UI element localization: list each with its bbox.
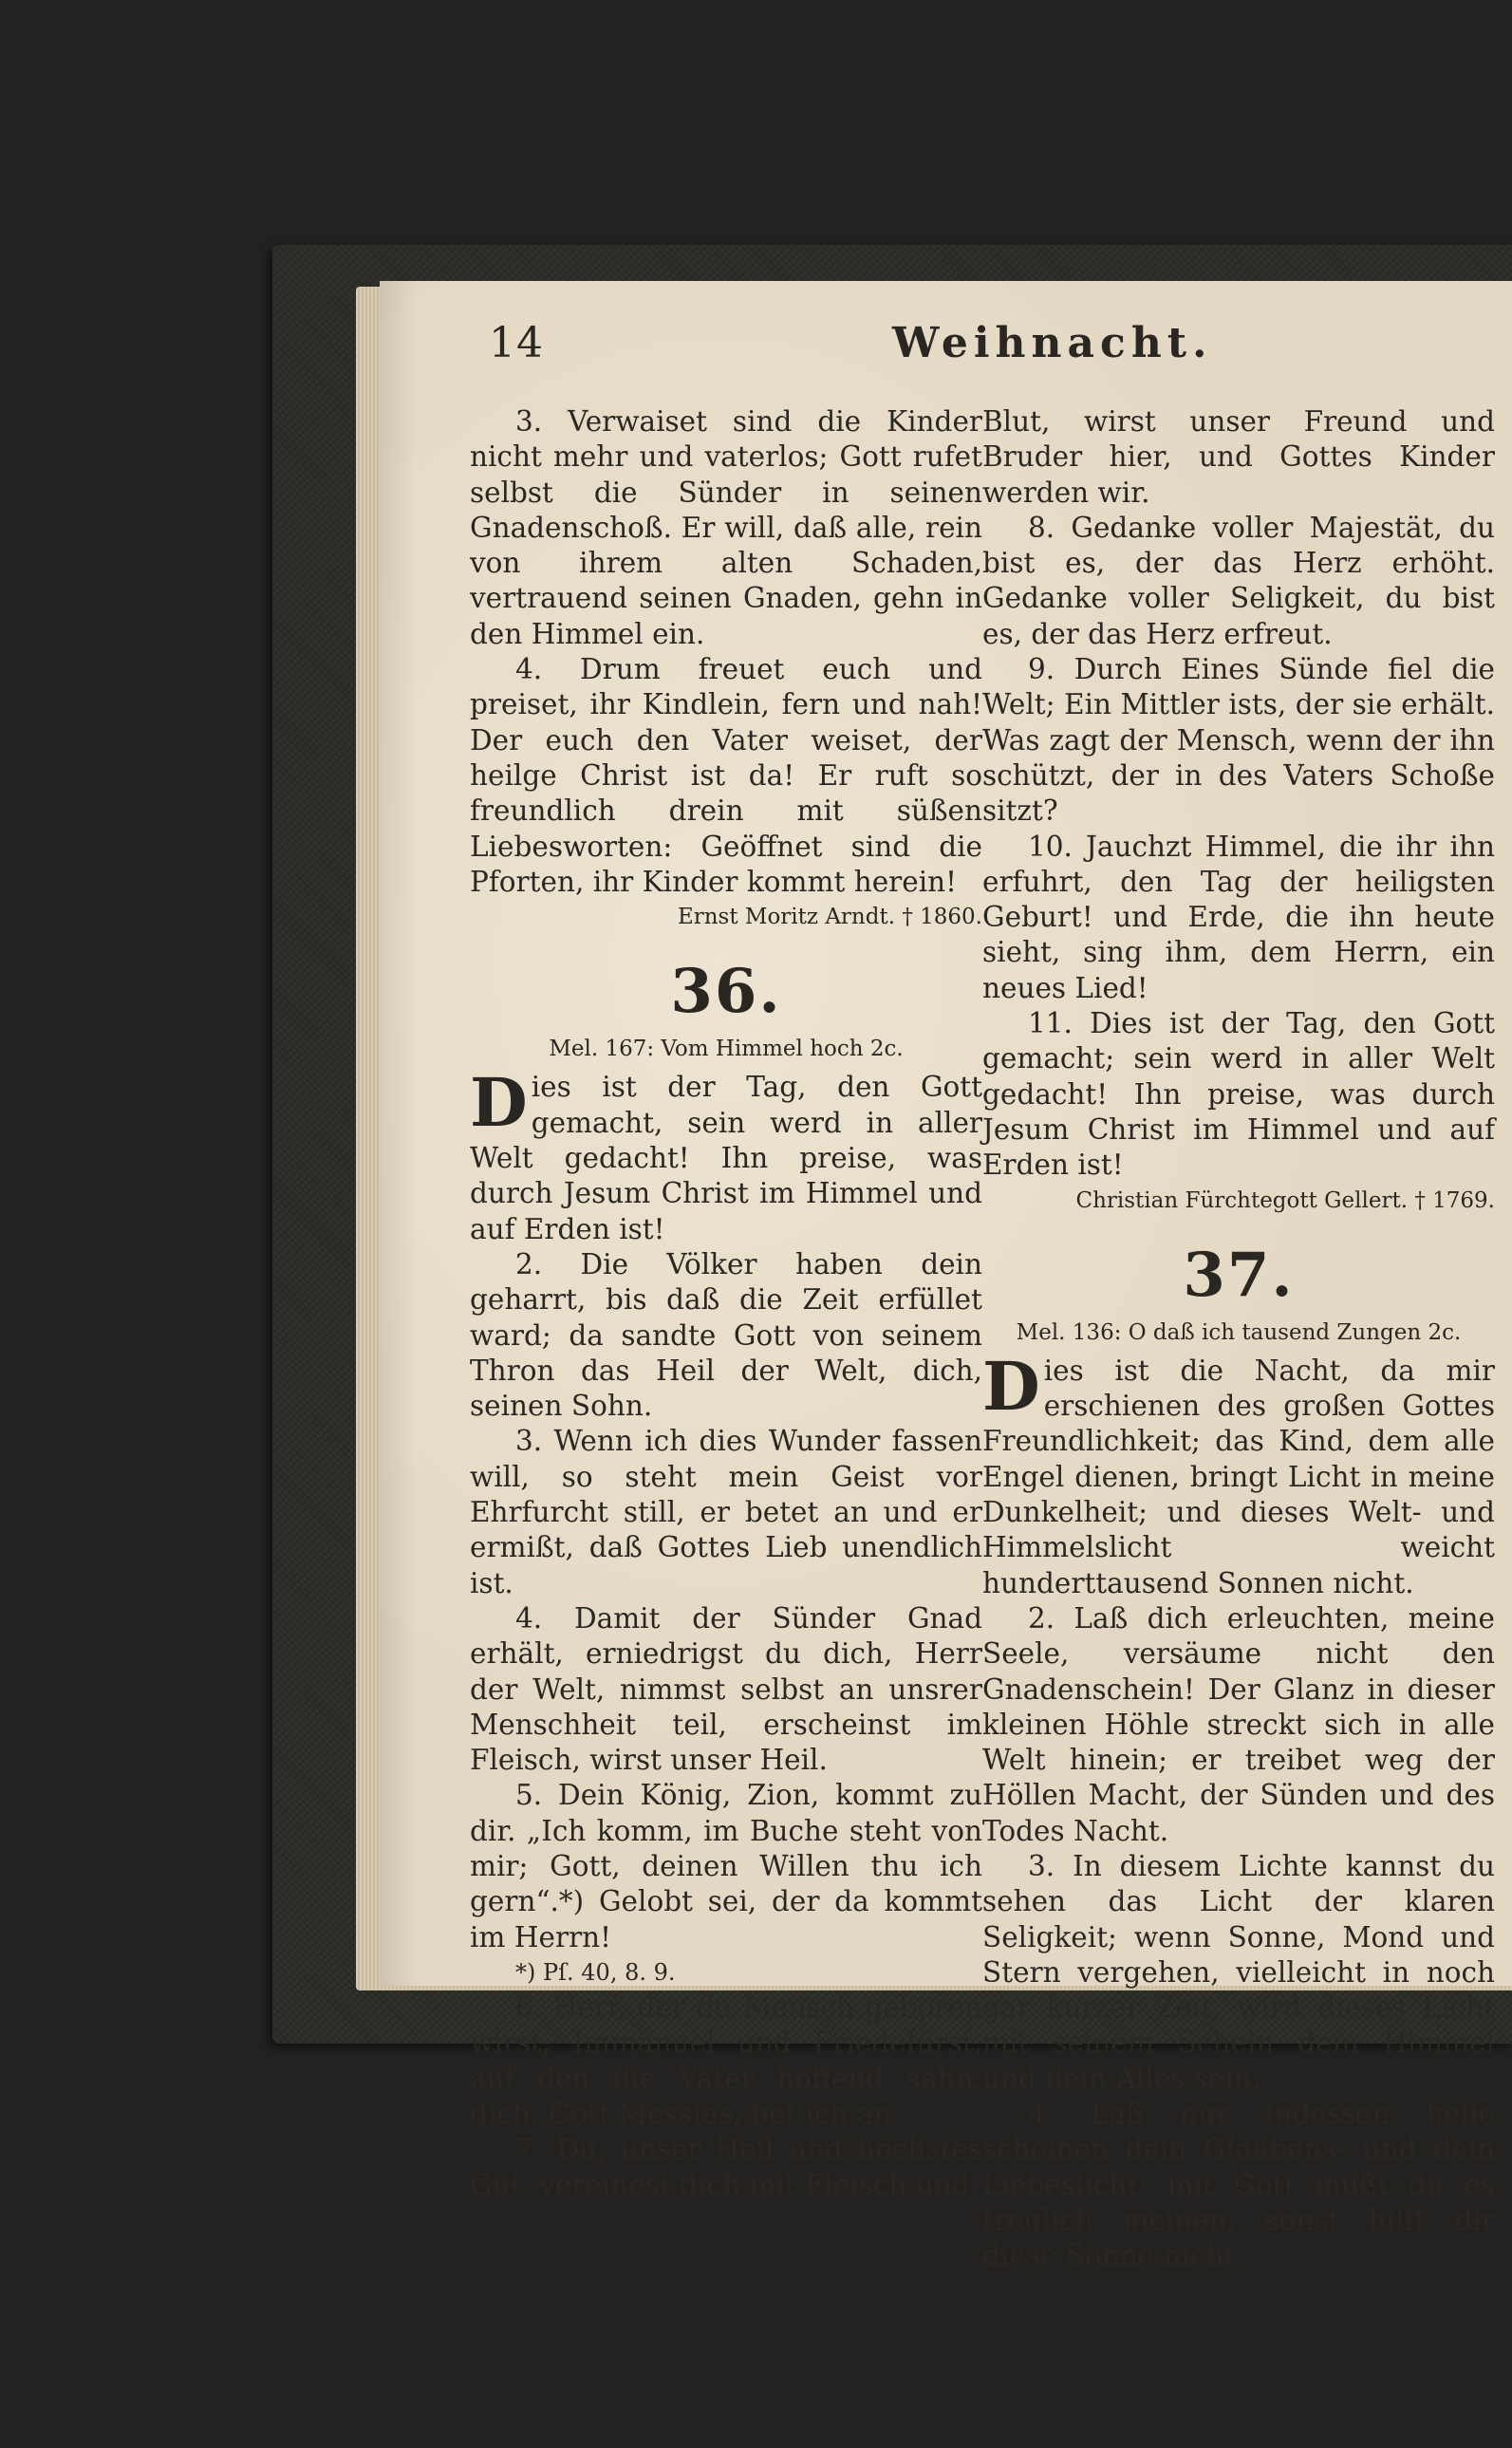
verse: 2. Laß dich erleuchten, meine Seele, versäume nicht den Gnadenschein! Der Glanz in dieser kleinen Höhle streckt sich in alle Welt hinein; er treibet weg der Höllen Macht, der Sünden und des Todes Nacht. [982, 1601, 1495, 1847]
book-page [380, 281, 1512, 2272]
verse: 6. Herr, der du Mensch geboren wirst, Immanuel und Friedefürst, auf den die Väter hoffend sahn, dich, Gott Messias, bet ich an. [470, 1991, 982, 2131]
hymn-number: 36. [670, 956, 782, 1028]
verse: 5. Dein König, Zion, kommt zu dir. „Ich komm, im Buche steht von mir; Gott, deinen Willen thu ich gern“.*) Gelobt sei, der da kommt im Herrn! [470, 1779, 982, 1953]
verse: 3. Verwaiset sind die Kinder nicht mehr und vaterlos; Gott rufet selbst die Sünder in seinen Gnadenschoß. Er will, daß alle, rein von ihrem alten Schaden, vertrauend seinen Gnaden, gehn in den Himmel ein. [470, 405, 982, 650]
verse: 2. Die Völker haben dein geharrt, bis daß die Zeit erfüllet ward; da sandte Gott von seinem Thron das Heil der Welt, dich, seinen Sohn. [470, 1247, 982, 1423]
verse: 10. Jauchzt Himmel, die ihr ihn erfuhrt, den Tag der heiligsten Geburt! und Erde, die ihn heute sieht, sing ihm, dem Herrn, ein neues Lied! [982, 830, 1495, 1004]
melody-reference: Mel. 136: O daß ich tausend Zungen 2c. [1016, 1319, 1462, 1345]
hymn-number: 37. [1183, 1239, 1295, 1311]
verse: 7. Du, unser Heil und höchstes Gut, vereinest dich mit Fleisch und [470, 2133, 982, 2201]
first-verse [470, 1063, 982, 1246]
drop-cap: D [470, 1063, 528, 1143]
verse: 11. Dies ist der Tag, den Gott gemacht; sein werd in aller Welt gedacht! Ihn preise, was durch Jesum Christ im Himmel und auf Erden ist! [982, 1007, 1495, 1182]
verse: 9. Durch Eines Sünde fiel die Welt; Ein Mittler ists, der sie erhält. Was zagt der Mensch, wenn der ihn schützt, der in des Vaters Schoße sitzt? [982, 653, 1495, 828]
running-title: Weihnacht. [892, 319, 1213, 367]
verse: 3. Wenn ich dies Wunder fassen will, so steht mein Geist vor Ehrfurcht still, er betet an und er ermißt, daß Gottes Lieb unendlich ist. [470, 1425, 982, 1599]
melody-reference: Mel. 167: Vom Himmel hoch 2c. [549, 1037, 904, 1062]
page-header [380, 319, 1512, 385]
footnote: *) Pſ. 40, 8. 9. [515, 1958, 676, 1986]
first-verse [982, 1346, 1495, 1601]
verse-continuation: Blut, wirst unser Freund und Bruder hier, und Gottes Kinder werden wir. [982, 405, 1495, 509]
verse: 4. Damit der Sünder Gnad erhält, erniedrigst du dich, Herr der Welt, nimmst selbst an unsrer Menschheit teil, erscheinst im Fleisch, wirst unser Heil. [470, 1601, 982, 1777]
first-verse-text: ies ist der Tag, den Gott gemacht, sein werd in aller Welt gedacht! Ihn preise, was durch Jesum Christ im Himmel und auf Erden ist! [470, 1071, 982, 1245]
page-number: 14 [489, 319, 544, 367]
verse: 4. Drum freuet euch und preiset, ihr Kindlein, fern und nah! Der euch den Vater weiset, der heilge Christ ist da! Er ruft so freundlich drein mit süßen Liebesworten: Geöffnet sind die Pforten, ihr Kinder kommt herein! [470, 653, 982, 898]
verse: 4. Laß nur indessen helle scheinen dein Glaubens- und dein Liebeslicht; mit Gott mußt du es treulich meinen, sonst hilft dir diese Sonne nicht. [982, 2098, 1495, 2272]
first-verse-text: ies ist die Nacht, da mir erschienen des großen Gottes Freundlichkeit; das Kind, dem alle Engel dienen, bringt Licht in meine Dunkelheit; und dieses Welt- und Himmelslicht weicht hunderttausend Sonnen nicht. [982, 1354, 1495, 1599]
right-column [982, 404, 1495, 2274]
left-column [470, 404, 982, 2203]
drop-cap: D [982, 1346, 1040, 1426]
verse: 8. Gedanke voller Majestät, du bist es, der das Herz erhöht. Gedanke voller Seligkeit, du bist es, der das Herz erfreut. [982, 511, 1495, 650]
author-attribution: Christian Fürchtegott Gellert. † 1769. [1075, 1187, 1495, 1213]
verse: 3. In diesem Lichte kannst du sehen das Licht der klaren Seligkeit; wenn Sonne, Mond und Stern vergehen, vielleicht in noch gar kurzer Zeit, wird dieses Licht mit seinem Schein dein Himmel und dein Alles sein. [982, 1849, 1495, 2095]
author-attribution: Ernst Moritz Arndt. † 1860. [677, 905, 982, 930]
